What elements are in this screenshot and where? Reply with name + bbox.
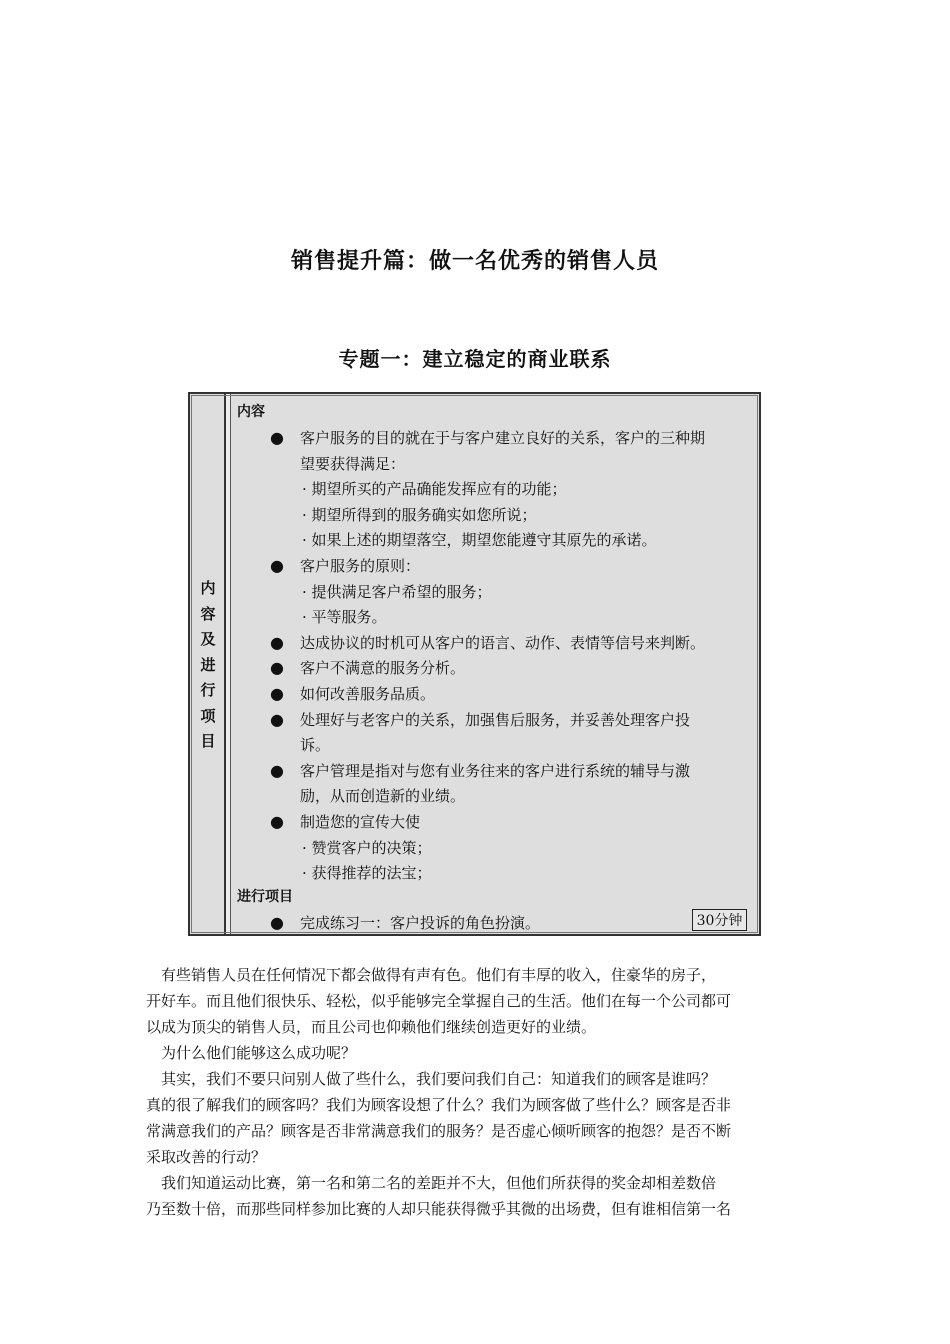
- bullet-icon: ●: [270, 632, 284, 652]
- content-line: · 获得推荐的法宝；: [302, 864, 432, 883]
- content-line: 客户管理是指对与您有业务往来的客户进行系统的辅导与激: [300, 761, 691, 780]
- content-line: 励，从而创造新的业绩。: [300, 787, 466, 806]
- paragraph-line: 我们知道运动比赛，第一名和第二名的差距并不大，但他们所获得的奖金却相差数倍: [146, 1174, 717, 1192]
- paragraph-line: 乃至数十倍，而那些同样参加比赛的人却只能获得微乎其微的出场费，但有谁相信第一名: [146, 1200, 732, 1218]
- duration-badge: 30分钟: [692, 909, 747, 931]
- content-table: [188, 392, 761, 936]
- paragraph: [146, 1066, 808, 1170]
- exercise-item: 完成练习一：客户投诉的角色扮演。: [300, 914, 541, 932]
- content-line: 客户服务的目的就在于与客户建立良好的关系，客户的三种期: [300, 429, 706, 447]
- bullet-icon: ●: [270, 556, 284, 575]
- side-label-char: 进: [200, 655, 216, 674]
- paragraph-line: 为什么他们能够这么成功呢？: [146, 1044, 357, 1062]
- paragraph: [146, 1170, 808, 1222]
- content-line: 制造您的宣传大使: [300, 813, 421, 831]
- content-line: 如何改善服务品质。: [300, 685, 436, 703]
- bullet-icon: ●: [270, 812, 284, 831]
- paragraph-line: 以成为顶尖的销售人员，而且公司也仰赖他们继续创造更好的业绩。: [146, 1018, 597, 1036]
- content-line: · 期望所得到的服务确实如您所说；: [302, 505, 537, 524]
- paragraph-line: 有些销售人员在任何情况下都会做得有声有色。他们有丰厚的收入，住豪华的房子，: [146, 966, 717, 984]
- side-label-char: 容: [200, 604, 216, 623]
- paragraph-line: 采取改善的行动？: [146, 1148, 267, 1166]
- side-label: [190, 576, 226, 755]
- paragraph-line: 开好车。而且他们很快乐、轻松，似乎能够完全掌握自己的生活。他们在每一个公司都可: [146, 992, 732, 1010]
- paragraph-line: 真的很了解我们的顾客吗？我们为顾客设想了什么？我们为顾客做了些什么？顾客是否非: [146, 1096, 732, 1114]
- section-title: 专题一：建立稳定的商业联系: [338, 347, 612, 371]
- paragraph: [146, 962, 808, 1040]
- content-line: 望要获得满足：: [300, 454, 406, 473]
- bullet-icon: ●: [270, 428, 284, 447]
- content-line: · 提供满足客户希望的服务；: [302, 582, 492, 601]
- column-divider: [226, 394, 231, 934]
- side-label-char: 及: [200, 630, 216, 648]
- bullet-icon: ●: [270, 760, 284, 780]
- progress-header: 进行项目: [237, 889, 293, 905]
- side-label-char: 内: [200, 579, 216, 597]
- bullet-icon: ●: [270, 913, 284, 932]
- content-line: 诉。: [300, 736, 331, 755]
- content-line: 客户服务的原则：: [300, 557, 421, 575]
- side-label-char: 目: [200, 732, 216, 750]
- page-title: 销售提升篇：做一名优秀的销售人员: [290, 249, 659, 274]
- content-line: · 期望所买的产品确能发挥应有的功能；: [302, 480, 567, 499]
- bullet-icon: ●: [270, 658, 284, 678]
- paragraph-line: 其实，我们不要只问别人做了些什么，我们要问我们自己：知道我们的顾客是谁吗？: [146, 1070, 717, 1088]
- content-line: · 如果上述的期望落空，期望您能遵守其原先的承诺。: [302, 531, 657, 550]
- bullet-icon: ●: [270, 709, 284, 729]
- paragraph-line: 常满意我们的产品？顾客是否非常满意我们的服务？是否虚心倾听顾客的抱怨？是否不断: [146, 1122, 732, 1140]
- side-label-char: 项: [200, 706, 216, 725]
- content-line: · 平等服务。: [302, 608, 387, 627]
- content-line: 客户不满意的服务分析。: [300, 659, 466, 678]
- paragraph: [146, 1040, 808, 1066]
- side-column: [190, 394, 226, 934]
- content-header: 内容: [237, 404, 265, 420]
- content-line: 处理好与老客户的关系，加强售后服务，并妥善处理客户投: [300, 710, 691, 729]
- side-label-char: 行: [200, 681, 216, 699]
- content-line: · 赞赏客户的决策；: [302, 838, 432, 857]
- content-line: 达成协议的时机可从客户的语言、动作、表情等信号来判断。: [300, 633, 706, 652]
- bullet-icon: ●: [270, 684, 284, 703]
